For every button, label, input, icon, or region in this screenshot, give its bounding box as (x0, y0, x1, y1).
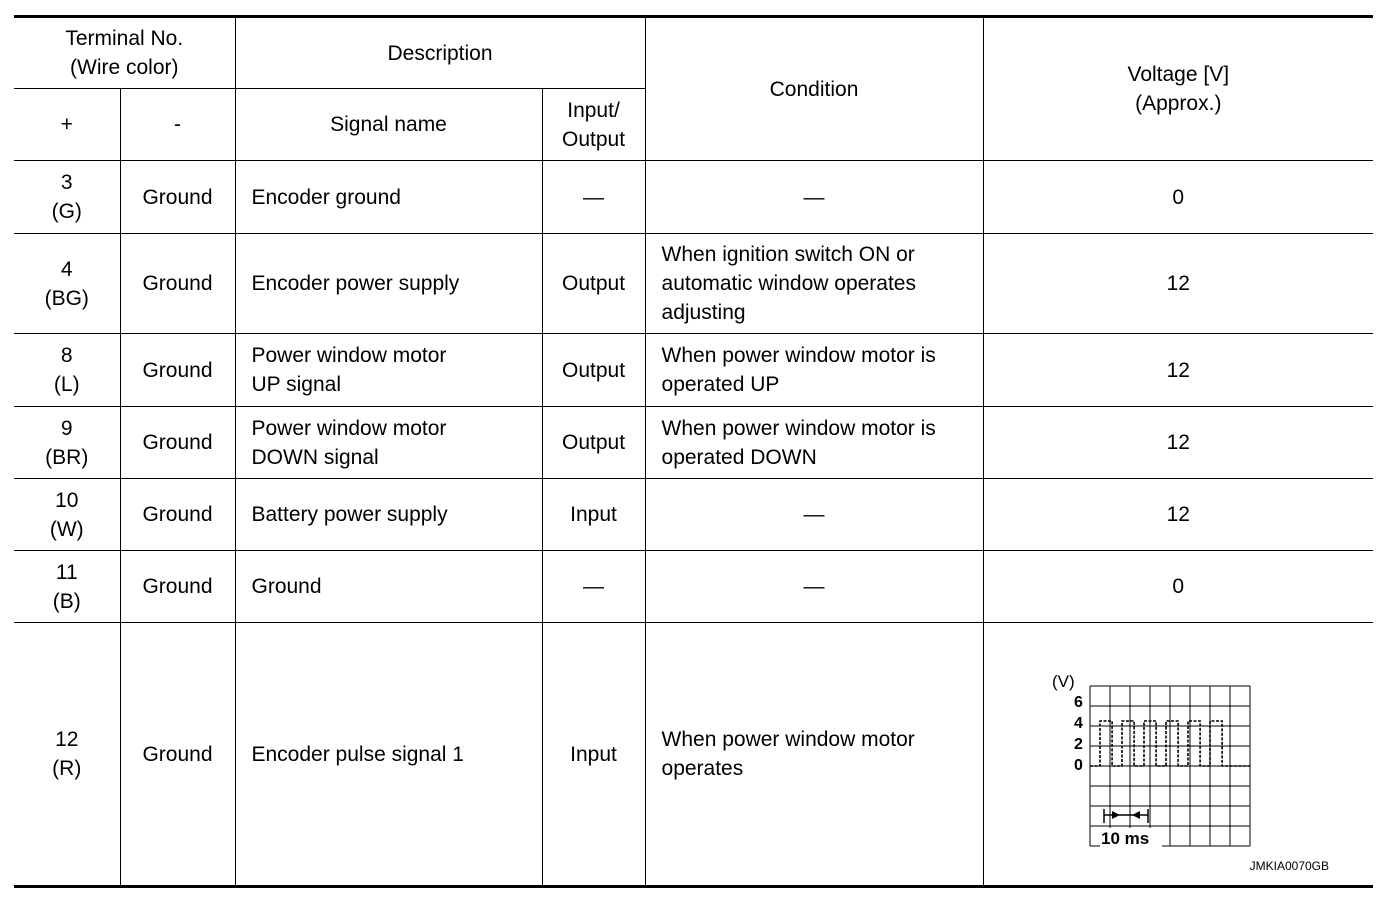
terminal-plus: 12 (R) (14, 623, 120, 887)
time-scale-marker (1104, 809, 1148, 823)
condition-value: When power window motor operates (645, 623, 983, 887)
table-row (14, 479, 1373, 551)
io-header: Input/ Output (542, 89, 645, 161)
io-value: Output (542, 407, 645, 479)
signal-name: Encoder ground (235, 161, 542, 234)
signal-name: Battery power supply (235, 479, 542, 551)
waveform-cell (983, 623, 1373, 887)
voltage-value: 12 (983, 234, 1373, 334)
io-value: Output (542, 234, 645, 334)
signal-name-header: Signal name (235, 89, 542, 161)
condition-value: — (645, 479, 983, 551)
table-row (14, 551, 1373, 623)
terminal-minus: Ground (120, 551, 235, 623)
terminal-table (14, 15, 1373, 888)
terminal-plus: 10 (W) (14, 479, 120, 551)
io-value: — (542, 551, 645, 623)
terminal-minus: Ground (120, 407, 235, 479)
io-value: Input (542, 623, 645, 887)
oscilloscope-waveform (1051, 665, 1266, 855)
signal-name: Power window motor DOWN signal (235, 407, 542, 479)
y-tick-label: 0 (1073, 757, 1083, 774)
terminal-plus: 11 (B) (14, 551, 120, 623)
terminal-plus: 8 (L) (14, 334, 120, 407)
description-header: Description (235, 17, 645, 89)
condition-value: When power window motor is operated DOWN (645, 407, 983, 479)
figure-id: JMKIA0070GB (1249, 859, 1330, 873)
voltage-header: Voltage [V] (Approx.) (983, 17, 1373, 161)
terminal-minus: Ground (120, 479, 235, 551)
io-value: — (542, 161, 645, 234)
terminal-plus: 9 (BR) (14, 407, 120, 479)
signal-name: Power window motor UP signal (235, 334, 542, 407)
terminal-plus: 4 (BG) (14, 234, 120, 334)
y-tick-label: 6 (1073, 694, 1083, 711)
signal-name: Ground (235, 551, 542, 623)
terminal-minus: Ground (120, 234, 235, 334)
signal-name: Encoder pulse signal 1 (235, 623, 542, 887)
voltage-value: 12 (983, 479, 1373, 551)
table-row (14, 623, 1373, 887)
terminal-plus: 3 (G) (14, 161, 120, 234)
condition-value: When ignition switch ON or automatic window operates adjusting (645, 234, 983, 334)
voltage-value: 0 (983, 161, 1373, 234)
table-row (14, 407, 1373, 479)
voltage-value: 12 (983, 334, 1373, 407)
volt-unit-label: (V) (1051, 672, 1075, 691)
voltage-value: 12 (983, 407, 1373, 479)
minus-header: - (120, 89, 235, 161)
signal-name: Encoder power supply (235, 234, 542, 334)
condition-header: Condition (645, 17, 983, 161)
terminal-minus: Ground (120, 623, 235, 887)
time-scale-label: 10 ms (1100, 829, 1149, 848)
table-row (14, 161, 1373, 234)
terminal-minus: Ground (120, 161, 235, 234)
terminal-minus: Ground (120, 334, 235, 407)
y-tick-label: 4 (1073, 715, 1083, 732)
condition-value: When power window motor is operated UP (645, 334, 983, 407)
y-tick-label: 2 (1073, 736, 1083, 753)
condition-value: — (645, 161, 983, 234)
io-value: Input (542, 479, 645, 551)
io-value: Output (542, 334, 645, 407)
table-row (14, 234, 1373, 334)
terminal-no-header: Terminal No. (Wire color) (14, 17, 235, 89)
plus-header: + (14, 89, 120, 161)
condition-value: — (645, 551, 983, 623)
voltage-value: 0 (983, 551, 1373, 623)
table-row (14, 334, 1373, 407)
